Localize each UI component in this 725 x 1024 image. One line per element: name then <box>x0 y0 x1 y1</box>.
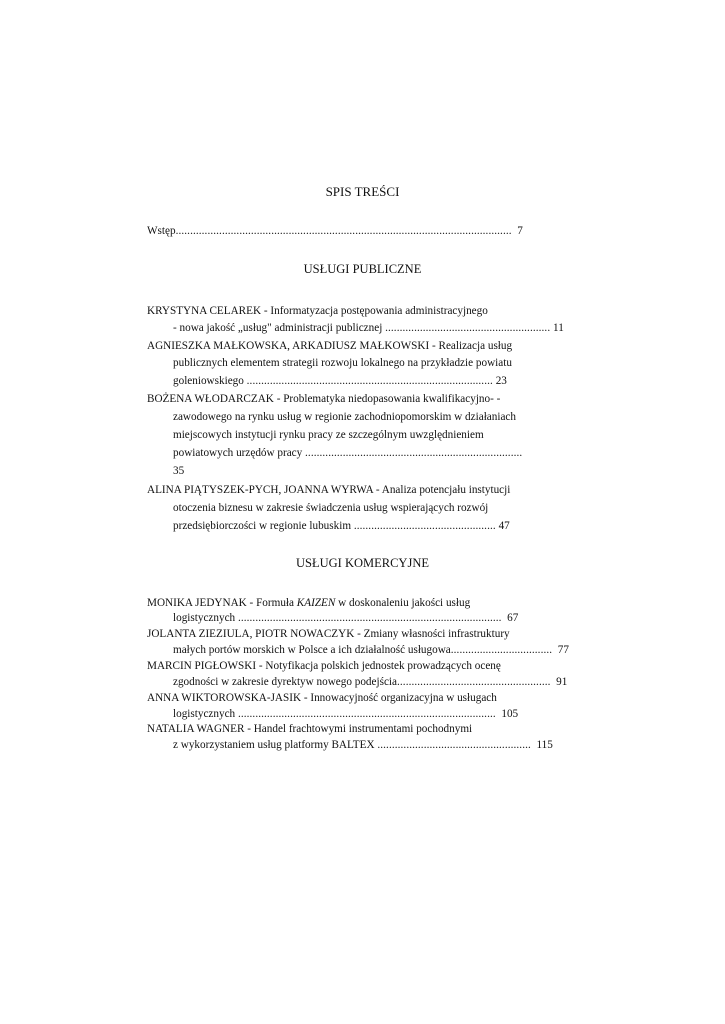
toc-page-number: 23 <box>495 375 507 387</box>
page-title: SPIS TREŚCI <box>325 184 400 199</box>
toc-entry-text: powiatowych urzędów pracy <box>173 447 303 459</box>
toc-entry-continuation[interactable]: publicznych elementem strategii rozwoju lokalnego na przykładzie powiatu <box>173 357 512 369</box>
toc-entry-title[interactable]: MARCIN PIGŁOWSKI - Notyfikacja polskich jednostek prowadzących ocenę <box>147 660 501 672</box>
toc-page-number[interactable]: 35 <box>173 465 185 477</box>
toc-entry-title[interactable]: ANNA WIKTOROWSKA-JASIK - Innowacyjność organizacyjna w usługach <box>147 692 497 704</box>
toc-page-number: 115 <box>536 739 553 751</box>
toc-entry-text: w doskonaleniu jakości usług <box>335 597 471 609</box>
toc-entry-title[interactable]: KRYSTYNA CELAREK - Informatyzacja postępowania administracyjnego <box>147 305 488 317</box>
toc-entry-continuation[interactable]: miejscowych instytucji rynku pracy ze szczególnym uwzględnieniem <box>173 429 484 441</box>
toc-entry-text: MONIKA JEDYNAK - Formuła <box>147 597 297 609</box>
toc-entry-text: małych portów morskich w Polsce a ich działalność usługowa <box>173 644 451 656</box>
toc-leader-dots: ..................................................................................... <box>246 375 493 387</box>
toc-leader-dots: ......................................................... <box>385 322 551 334</box>
toc-entry-text: logistycznych <box>173 708 236 720</box>
toc-leader-dots: .................................................................................................................... <box>175 225 512 237</box>
toc-entry-continuation[interactable] <box>173 643 569 657</box>
toc-entry-title[interactable]: BOŻENA WŁODARCZAK - Problematyka niedopasowania kwalifikacyjno- - <box>147 393 501 405</box>
toc-entry-continuation[interactable] <box>173 611 518 625</box>
toc-entry-label: Wstęp <box>147 225 176 237</box>
toc-entry-intro[interactable] <box>147 224 523 238</box>
toc-entry-title[interactable] <box>147 596 470 610</box>
toc-page-number: 11 <box>553 322 564 334</box>
toc-entry-continuation[interactable] <box>173 374 507 388</box>
toc-leader-dots: ................................................. <box>353 520 496 532</box>
toc-entry-title[interactable]: NATALIA WAGNER - Handel frachtowymi instrumentami pochodnymi <box>147 723 473 735</box>
toc-entry-continuation[interactable] <box>173 675 567 689</box>
section-heading-public: USŁUGI PUBLICZNE <box>303 262 422 276</box>
toc-page-number: 105 <box>501 708 519 720</box>
toc-entry-continuation[interactable] <box>173 519 510 533</box>
toc-entry-title[interactable]: JOLANTA ZIEZIULA, PIOTR NOWACZYK - Zmiany własności infrastruktury <box>147 628 510 640</box>
toc-leader-dots: ................................... <box>450 644 553 656</box>
toc-entry-continuation[interactable] <box>173 446 522 460</box>
toc-leader-dots: ........................................................................................... <box>237 612 502 624</box>
toc-leader-dots: ..................................................... <box>377 739 531 751</box>
toc-entry-text: przedsiębiorczości w regionie lubuskim <box>173 520 352 532</box>
toc-entry-emphasis: KAIZEN <box>296 597 336 609</box>
toc-page-number: 77 <box>557 644 569 656</box>
toc-leader-dots: ......................................................................................... <box>237 708 496 720</box>
toc-leader-dots: ........................................................................... <box>305 447 523 459</box>
toc-entry-continuation[interactable] <box>173 707 518 721</box>
toc-entry-title[interactable]: ALINA PIĄTYSZEK-PYCH, JOANNA WYRWA - Analiza potencjału instytucji <box>147 484 511 496</box>
section-heading-commercial: USŁUGI KOMERCYJNE <box>296 556 429 570</box>
toc-entry-text: logistycznych <box>173 612 236 624</box>
toc-entry-text: - nowa jakość „usług" administracji publicznej <box>173 322 383 334</box>
toc-entry-continuation[interactable] <box>173 321 564 335</box>
toc-page-number: 67 <box>507 612 519 624</box>
toc-page-number: 47 <box>498 520 510 532</box>
toc-entry-title[interactable]: AGNIESZKA MAŁKOWSKA, ARKADIUSZ MAŁKOWSKI - Realizacja usług <box>147 340 513 352</box>
toc-page-number: 91 <box>556 676 568 688</box>
toc-page-number: 7 <box>517 225 523 237</box>
toc-entry-continuation[interactable]: zawodowego na rynku usług w regionie zachodniopomorskim w działaniach <box>173 411 516 423</box>
toc-entry-continuation[interactable]: otoczenia biznesu w zakresie świadczenia usług wspierających rozwój <box>173 502 489 514</box>
toc-entry-continuation[interactable] <box>173 738 553 752</box>
toc-entry-text: z wykorzystaniem usług platformy BALTEX <box>173 739 375 751</box>
toc-entry-text: goleniowskiego <box>173 375 244 387</box>
toc-entry-text: zgodności w zakresie dyrektyw nowego podejścia <box>173 676 397 688</box>
toc-leader-dots: ..................................................... <box>397 676 551 688</box>
